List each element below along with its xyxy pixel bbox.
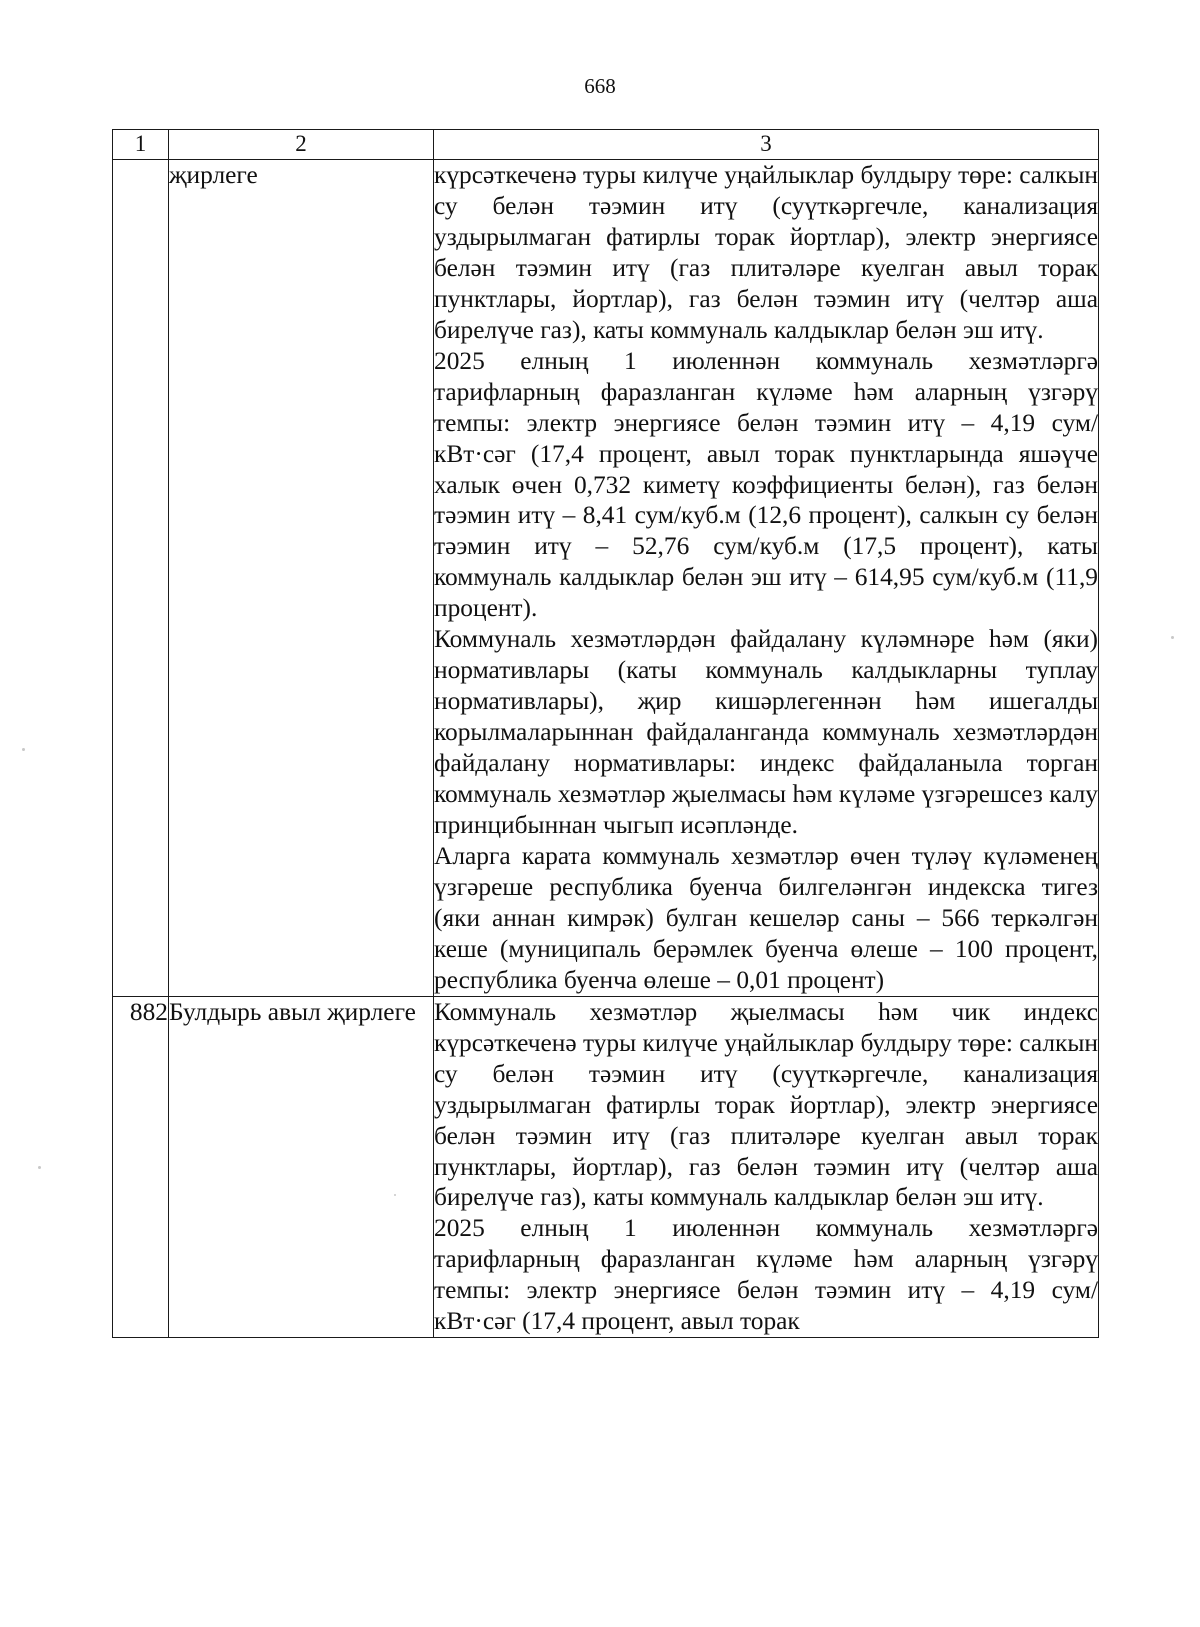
scan-speck [394, 1194, 396, 1196]
scan-speck [1171, 636, 1174, 639]
description-cell [434, 160, 1099, 997]
scan-speck [38, 1166, 41, 1169]
column-header-1: 1 [113, 130, 169, 160]
row-number [113, 160, 169, 997]
page-number: 668 [584, 74, 616, 98]
description-cell [434, 996, 1099, 1337]
table-row [113, 160, 1099, 997]
description-paragraph: 2025 елның 1 июленнән коммуналь хезмәтләргә тарифларның фаразланган күләме һәм аларның үзгәрү темпы: электр энергиясе белән тәэмин итү – 4,19 сум/кВт·сәг (17,4 процент, авыл торак [434, 1214, 1098, 1336]
scan-speck [22, 748, 25, 751]
description-paragraph: Коммуналь хезмәтләрдән файдалану күләмнәре һәм (яки) нормативлары (каты коммуналь калдыкларны туплау нормативлары), җир кишәрлегеннән һәм ишегалды корылмаларыннан файдаланганда коммуналь хезмәтләрдән файдалану нормативлары: индекс файдаланыла торган коммуналь хезмәтләр җыелмасы һәм күләме үзгәрешсез калу принцибыннан чыгып исәпләнде. [434, 625, 1098, 840]
column-header-3: 3 [434, 130, 1099, 160]
description-paragraph: Аларга карата коммуналь хезмәтләр өчен түләү күләменең үзгәреше республика буенча билгеләнгән индекска тигез (яки аннан кимрәк) булган кешеләр саны – 566 теркәлгән кеше (муниципаль берәмлек буенча өлеше – 100 процент, республика буенча өлеше – 0,01 процент) [434, 841, 1098, 994]
document-table [112, 129, 1099, 1338]
table-row [113, 996, 1099, 1337]
settlement-name: Булдырь авыл җирлеге [169, 996, 434, 1337]
row-number: 882 [113, 996, 169, 1337]
description-paragraph: 2025 елның 1 июленнән коммуналь хезмәтләргә тарифларның фаразланган күләме һәм аларның үзгәрү темпы: электр энергиясе белән тәэмин итү – 4,19 сум/кВт·сәг (17,4 процент, авыл торак пунктларында яшәүче халык өчен 0,732 киметү коэффициенты белән), газ белән тәэмин итү – 8,41 сум/куб.м (12,6 процент), салкын су белән тәэмин итү – 52,76 сум/куб.м (17,5 процент), каты коммуналь калдыклар белән эш итү – 614,95 сум/куб.м (11,9 процент). [434, 346, 1098, 623]
settlement-name: җирлеге [169, 160, 434, 997]
table-header-row [113, 130, 1099, 160]
description-paragraph: күрсәткеченә туры килүче уңайлыклар булдыру төре: салкын су белән тәэмин итү (суүткәргечле, канализация уздырылмаган фатирлы торак йортлар), электр энергиясе белән тәэмин итү (газ плитәләре куелган авыл торак пунктлары, йортлар), газ белән тәэмин итү (челтәр аша бирелүче газ), каты коммуналь калдыклар белән эш итү. [434, 161, 1098, 344]
description-paragraph: Коммуналь хезмәтләр җыелмасы һәм чик индекс күрсәткеченә туры килүче уңайлыклар булдыру төре: салкын су белән тәэмин итү (суүткәргечле, канализация уздырылмаган фатирлы торак йортлар), электр энергиясе белән тәэмин итү (газ плитәләре куелган авыл торак пунктлары, йортлар), газ белән тәэмин итү (челтәр аша бирелүче газ), каты коммуналь калдыклар белән эш итү. [434, 997, 1098, 1212]
column-header-2: 2 [169, 130, 434, 160]
